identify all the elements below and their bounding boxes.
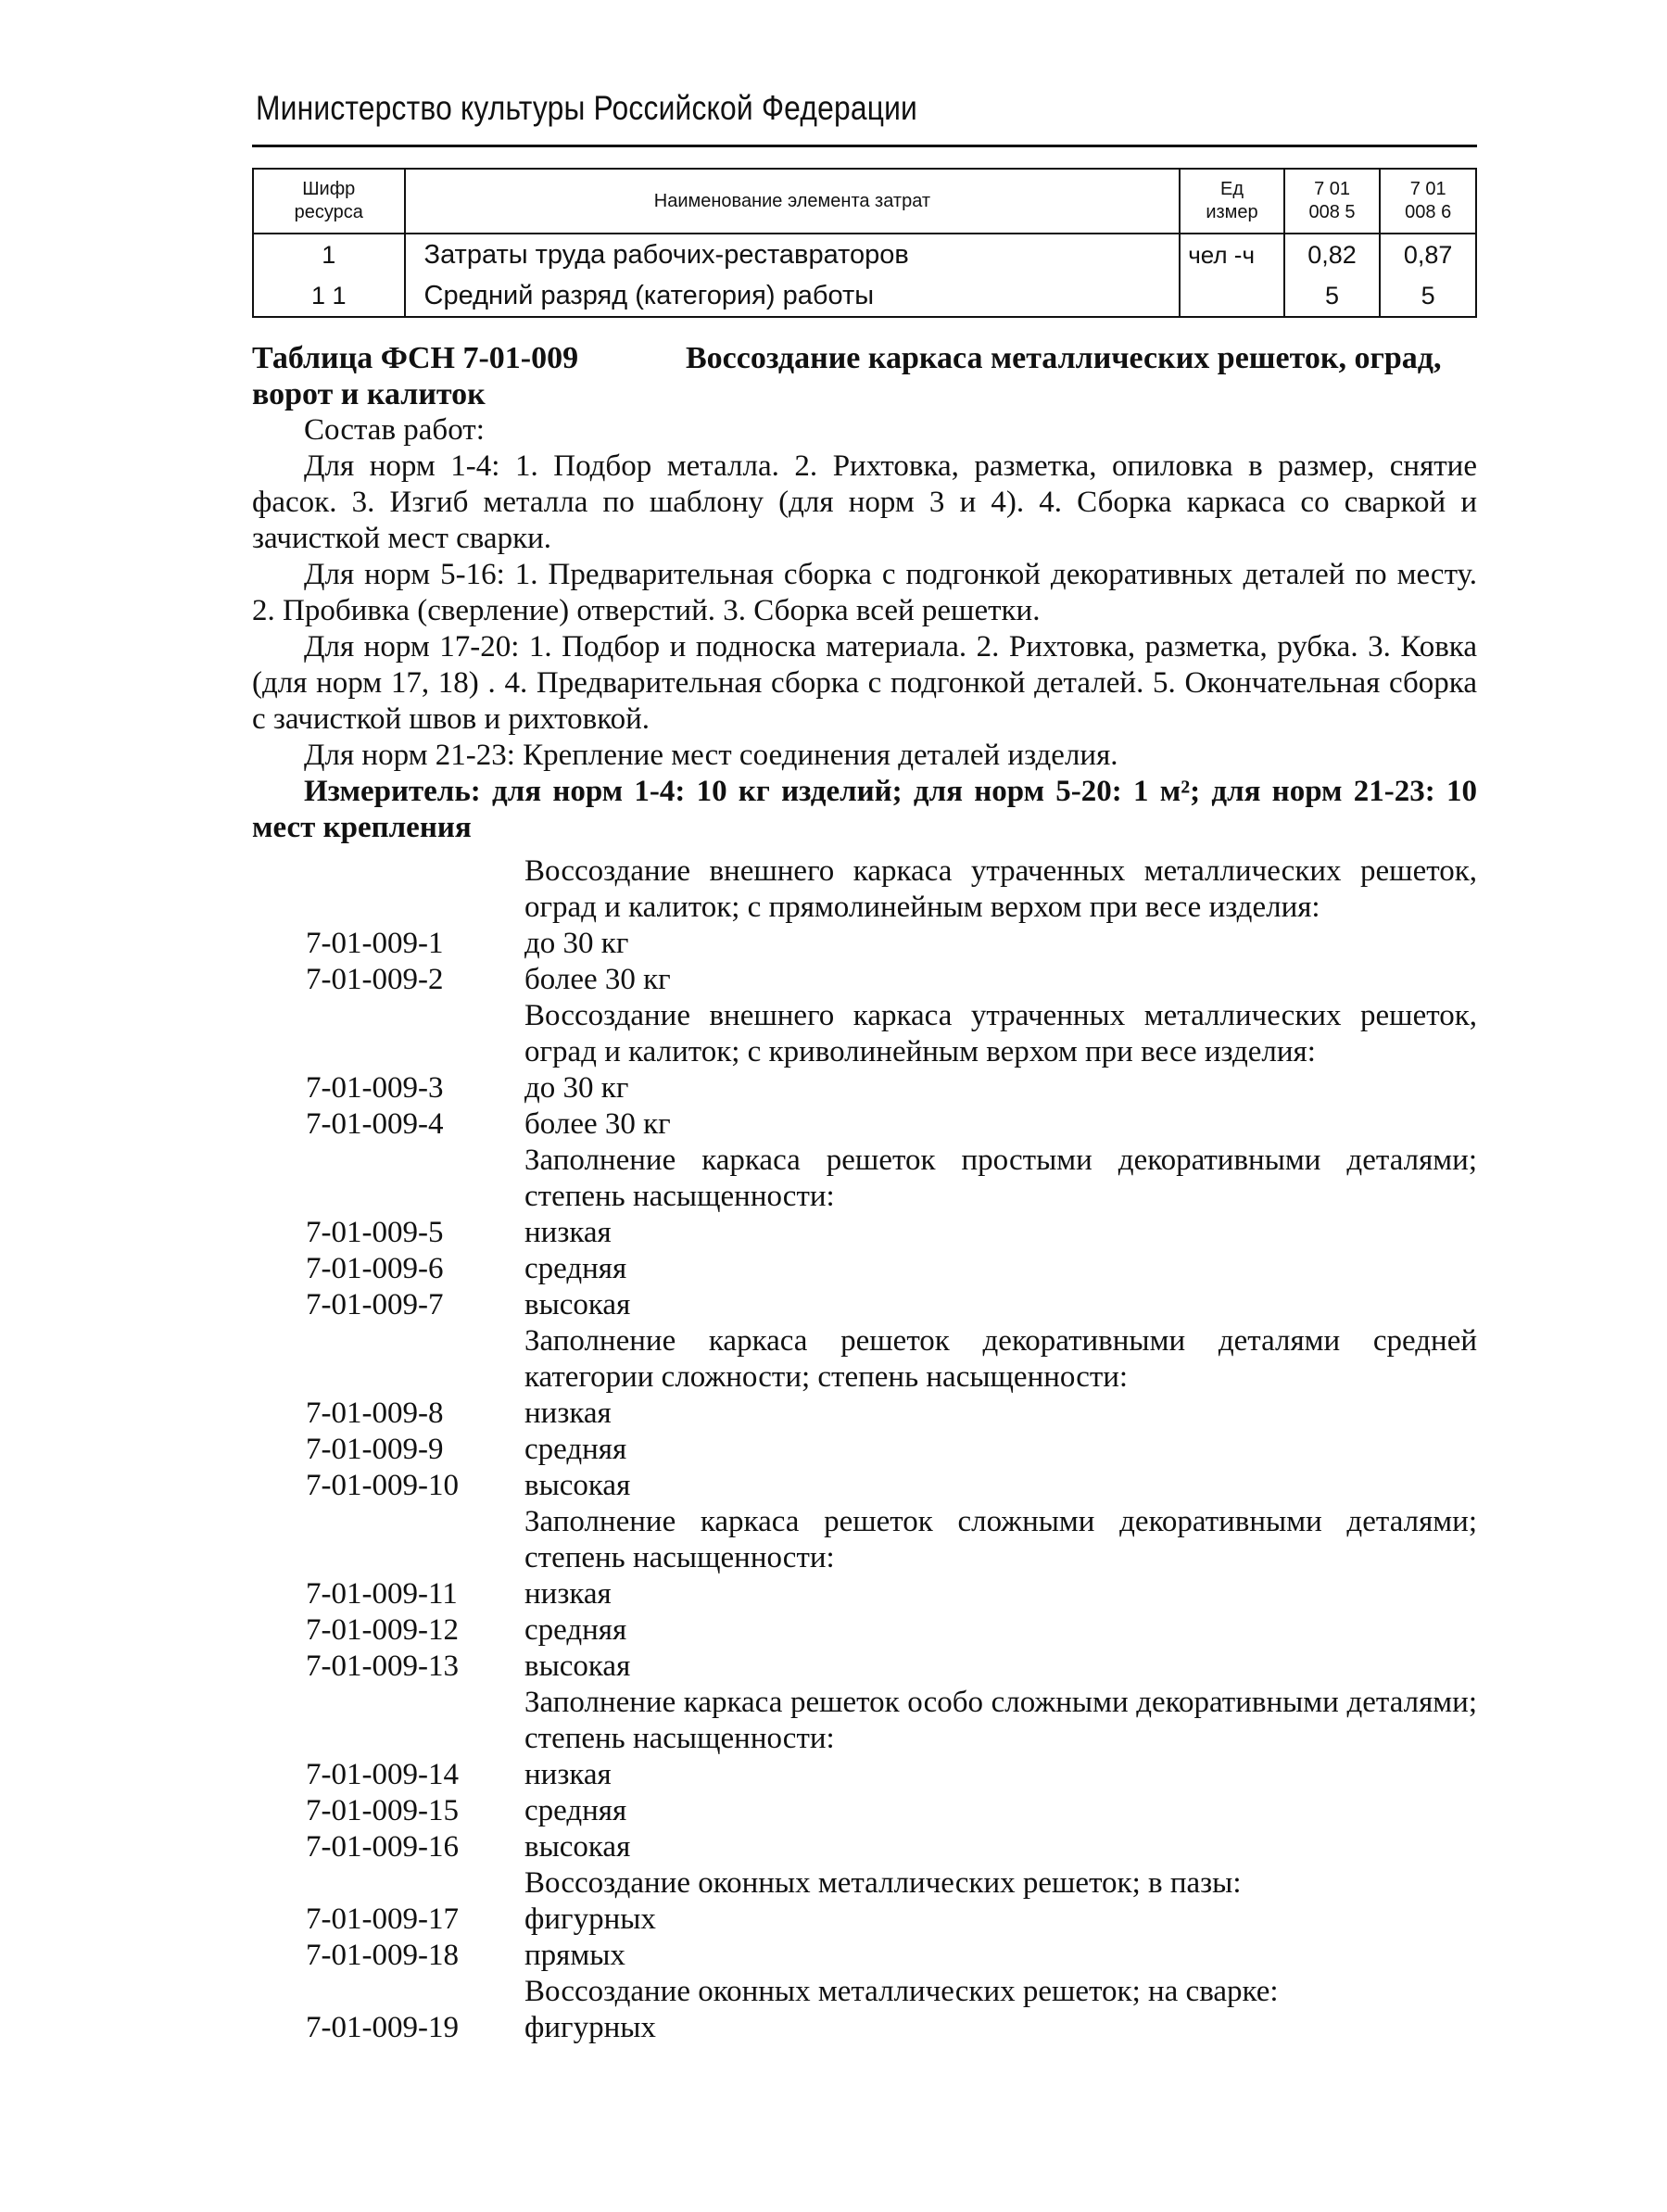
norm-code: 7-01-009-10 xyxy=(306,1469,459,1502)
norm-row xyxy=(306,1468,1477,1504)
norm-row xyxy=(306,1829,1477,1865)
norm-description: средняя xyxy=(524,1613,627,1647)
col-header-code-line2: ресурса xyxy=(294,202,363,222)
cell-unit: чел -ч xyxy=(1180,234,1283,275)
col-header-norm-5 xyxy=(1284,169,1381,234)
norm-description: Воссоздание оконных металлических решеток; на сварке: xyxy=(524,1975,1279,2008)
resource-table xyxy=(252,168,1477,318)
cell-norm-5: 5 xyxy=(1284,275,1381,317)
norm-description: высокая xyxy=(524,1469,631,1502)
table-title-part1: Воссоздание каркаса металлических решеток, оград, xyxy=(686,341,1442,375)
norm-row xyxy=(306,1251,1477,1287)
norm-description: низкая xyxy=(524,1216,612,1249)
cell-name: Затраты труда рабочих-реставраторов xyxy=(405,234,1181,275)
norm-row xyxy=(306,962,1477,998)
norm-description: Воссоздание внешнего каркаса утраченных металлических решеток, оград и калиток; с прямолинейным верхом при весе изделия: xyxy=(524,854,1477,924)
norm-description: высокая xyxy=(524,1288,631,1321)
norm-code: 7-01-009-12 xyxy=(306,1613,459,1647)
table-row xyxy=(253,275,1476,317)
norm-code: 7-01-009-6 xyxy=(306,1252,444,1285)
norm-row xyxy=(306,1432,1477,1468)
norm-description: прямых xyxy=(524,1939,625,1972)
norm-row xyxy=(306,1649,1477,1685)
norm-description: Заполнение каркаса решеток простыми декоративными деталями; степень насыщенности: xyxy=(524,1144,1477,1213)
col-header-norm-5-line1: 7 01 xyxy=(1314,179,1350,199)
norm-row xyxy=(306,1576,1477,1612)
norm-description: Заполнение каркаса решеток сложными декоративными деталями; степень насыщенности: xyxy=(524,1505,1477,1574)
norm-code: 7-01-009-4 xyxy=(306,1107,444,1141)
norm-description: до 30 кг xyxy=(524,1071,629,1105)
norm-code: 7-01-009-1 xyxy=(306,927,444,960)
norm-code: 7-01-009-7 xyxy=(306,1288,444,1321)
col-header-norm-6 xyxy=(1380,169,1476,234)
norm-description: более 30 кг xyxy=(524,1107,671,1141)
norm-code: 7-01-009-5 xyxy=(306,1216,444,1249)
cell-norm-5: 0,82 xyxy=(1284,234,1381,275)
col-header-unit xyxy=(1180,169,1283,234)
composition-label: Состав работ: xyxy=(304,413,485,447)
work-composition xyxy=(252,412,1477,846)
cell-code: 1 1 xyxy=(253,275,405,317)
norm-description: Воссоздание внешнего каркаса утраченных металлических решеток, оград и калиток; с криволинейным верхом при весе изделия: xyxy=(524,999,1477,1068)
norm-code: 7-01-009-17 xyxy=(306,1902,459,1936)
cell-norm-6: 5 xyxy=(1380,275,1476,317)
norm-description: низкая xyxy=(524,1758,612,1791)
norm-row xyxy=(306,1793,1477,1829)
composition-paragraph: Для норм 17-20: 1. Подбор и подноска материала. 2. Рихтовка, разметка, рубка. 3. Ковка (для норм 17, 18) . 4. Предварительная сборка с подгонкой деталей. 5. Окончательная сборка с зачисткой швов и рихтовкой. xyxy=(252,630,1477,736)
col-header-unit-line2: измер xyxy=(1206,202,1258,222)
norm-description: Воссоздание оконных металлических решеток; в пазы: xyxy=(524,1866,1242,1900)
norm-group-heading xyxy=(306,1504,1477,1576)
norm-code: 7-01-009-11 xyxy=(306,1577,458,1611)
norm-description: до 30 кг xyxy=(524,927,629,960)
table-title-part2: ворот и калиток xyxy=(252,377,486,411)
col-header-norm-6-line2: 008 6 xyxy=(1405,202,1452,222)
col-header-norm-6-line1: 7 01 xyxy=(1409,179,1446,199)
norm-description: средняя xyxy=(524,1433,627,1466)
col-header-code xyxy=(253,169,405,234)
norm-group-heading xyxy=(306,1865,1477,1902)
norm-row xyxy=(306,1757,1477,1793)
norm-group-heading xyxy=(306,853,1477,926)
measure-line: Измеритель: для норм 1-4: 10 кг изделий; для норм 5-20: 1 м²; для норм 21-23: 10 мест крепления xyxy=(252,775,1477,844)
cell-unit xyxy=(1180,275,1283,317)
page-header-ministry: Министерство культуры Российской Федерации xyxy=(256,89,918,127)
norm-code: 7-01-009-18 xyxy=(306,1939,459,1972)
norm-row xyxy=(306,1938,1477,1974)
cell-name: Средний разряд (категория) работы xyxy=(405,275,1181,317)
table-number: Таблица ФСН 7-01-009 xyxy=(252,341,579,375)
norm-description: средняя xyxy=(524,1252,627,1285)
norm-code: 7-01-009-14 xyxy=(306,1758,459,1791)
norm-description: более 30 кг xyxy=(524,963,671,996)
norm-description: средняя xyxy=(524,1794,627,1827)
norm-group-heading xyxy=(306,1974,1477,2010)
norm-row xyxy=(306,926,1477,962)
norm-description: Заполнение каркаса решеток особо сложными декоративными деталями; степень насыщенности: xyxy=(524,1686,1477,1755)
norm-row xyxy=(306,1396,1477,1432)
table-row xyxy=(253,234,1476,275)
norm-code: 7-01-009-2 xyxy=(306,963,444,996)
norm-code: 7-01-009-9 xyxy=(306,1433,444,1466)
resource-table-header xyxy=(253,169,1476,234)
col-header-name: Наименование элемента затрат xyxy=(405,169,1181,234)
cell-code: 1 xyxy=(253,234,405,275)
norm-row xyxy=(306,1070,1477,1106)
norm-row xyxy=(306,1287,1477,1323)
norm-description: низкая xyxy=(524,1397,612,1430)
norm-row xyxy=(306,1215,1477,1251)
norm-description: Заполнение каркаса решеток декоративными деталями средней категории сложности; степень насыщенности: xyxy=(524,1324,1477,1394)
norm-code: 7-01-009-19 xyxy=(306,2011,459,2044)
composition-paragraph: Для норм 5-16: 1. Предварительная сборка с подгонкой декоративных деталей по месту. 2. Пробивка (сверление) отверстий. 3. Сборка всей решетки. xyxy=(252,558,1477,627)
col-header-norm-5-line2: 008 5 xyxy=(1308,202,1356,222)
norm-description: высокая xyxy=(524,1650,631,1683)
norm-code: 7-01-009-13 xyxy=(306,1650,459,1683)
norm-code: 7-01-009-8 xyxy=(306,1397,444,1430)
norm-code: 7-01-009-16 xyxy=(306,1830,459,1864)
norm-row xyxy=(306,1106,1477,1143)
composition-paragraph: Для норм 1-4: 1. Подбор металла. 2. Рихтовка, разметка, опиловка в размер, снятие фасок. 3. Изгиб металла по шаблону (для норм 3 и 4). 4. Сборка каркаса со сваркой и зачисткой мест сварки. xyxy=(252,449,1477,555)
norm-group-heading xyxy=(306,1685,1477,1757)
norm-description: высокая xyxy=(524,1830,631,1864)
header-rule xyxy=(252,145,1477,147)
cell-norm-6: 0,87 xyxy=(1380,234,1476,275)
col-header-unit-line1: Ед xyxy=(1219,179,1244,199)
norm-row xyxy=(306,1612,1477,1649)
norm-description: фигурных xyxy=(524,2011,656,2044)
composition-paragraph: Для норм 21-23: Крепление мест соединения деталей изделия. xyxy=(304,739,1118,772)
norm-group-heading xyxy=(306,1323,1477,1396)
norms-list xyxy=(306,853,1477,2046)
norm-row xyxy=(306,2010,1477,2046)
norm-code: 7-01-009-15 xyxy=(306,1794,459,1827)
table-title xyxy=(252,340,1477,412)
norm-code: 7-01-009-3 xyxy=(306,1071,444,1105)
col-header-code-line1: Шифр xyxy=(302,179,356,199)
norm-description: низкая xyxy=(524,1577,612,1611)
norm-group-heading xyxy=(306,1143,1477,1215)
norm-group-heading xyxy=(306,998,1477,1070)
norm-description: фигурных xyxy=(524,1902,656,1936)
norm-row xyxy=(306,1902,1477,1938)
